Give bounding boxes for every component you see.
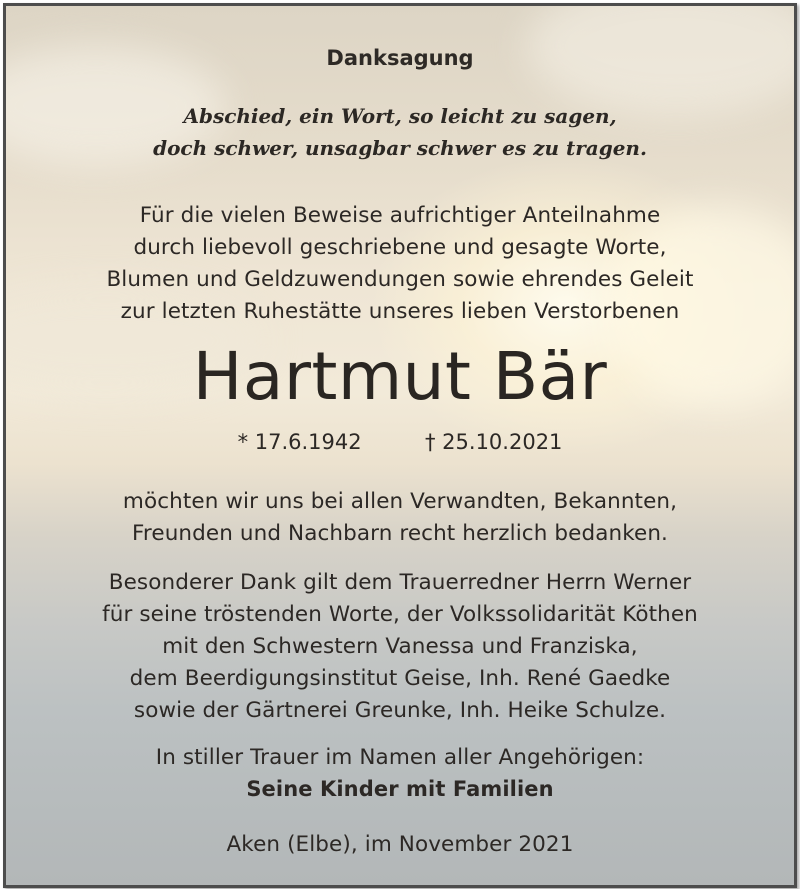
obituary-text: [6, 6, 794, 885]
special-thanks-line: sowie der Gärtnerei Greunke, Inh. Heike Schulze.: [133, 698, 667, 723]
special-thanks-line: mit den Schwestern Vanessa und Franziska,: [162, 634, 638, 659]
poem-line: doch schwer, unsagbar schwer es zu tragen.: [153, 136, 647, 160]
special-thanks-line: Besonderer Dank gilt dem Trauerredner Herrn Werner: [108, 570, 692, 595]
birth-date: * 17.6.1942: [237, 430, 362, 454]
obituary-card: [3, 3, 797, 888]
poem-line: Abschied, ein Wort, so leicht zu sagen,: [183, 104, 617, 128]
family-signature: Seine Kinder mit Familien: [246, 777, 554, 801]
special-thanks-line: dem Beerdigungsinstitut Geise, Inh. René Gaedke: [129, 666, 671, 691]
death-date: † 25.10.2021: [425, 430, 563, 454]
intro-line: Für die vielen Beweise aufrichtiger Anteilnahme: [139, 203, 661, 228]
mourning-line: In stiller Trauer im Namen aller Angehörigen:: [155, 745, 645, 770]
life-dates: [6, 430, 794, 454]
place-and-date: Aken (Elbe), im November 2021: [226, 832, 574, 857]
thanks-line: möchten wir uns bei allen Verwandten, Bekannten,: [122, 489, 678, 514]
intro-line: durch liebevoll geschriebene und gesagte Worte,: [133, 235, 667, 260]
deceased-name: Hartmut Bär: [192, 338, 608, 415]
intro-line: zur letzten Ruhestätte unseres lieben Verstorbenen: [120, 299, 680, 324]
special-thanks-line: für seine tröstenden Worte, der Volkssolidarität Köthen: [102, 602, 698, 627]
intro-line: Blumen und Geldzuwendungen sowie ehrendes Geleit: [106, 267, 694, 292]
heading: Danksagung: [326, 46, 474, 70]
thanks-line: Freunden und Nachbarn recht herzlich bedanken.: [132, 521, 668, 546]
